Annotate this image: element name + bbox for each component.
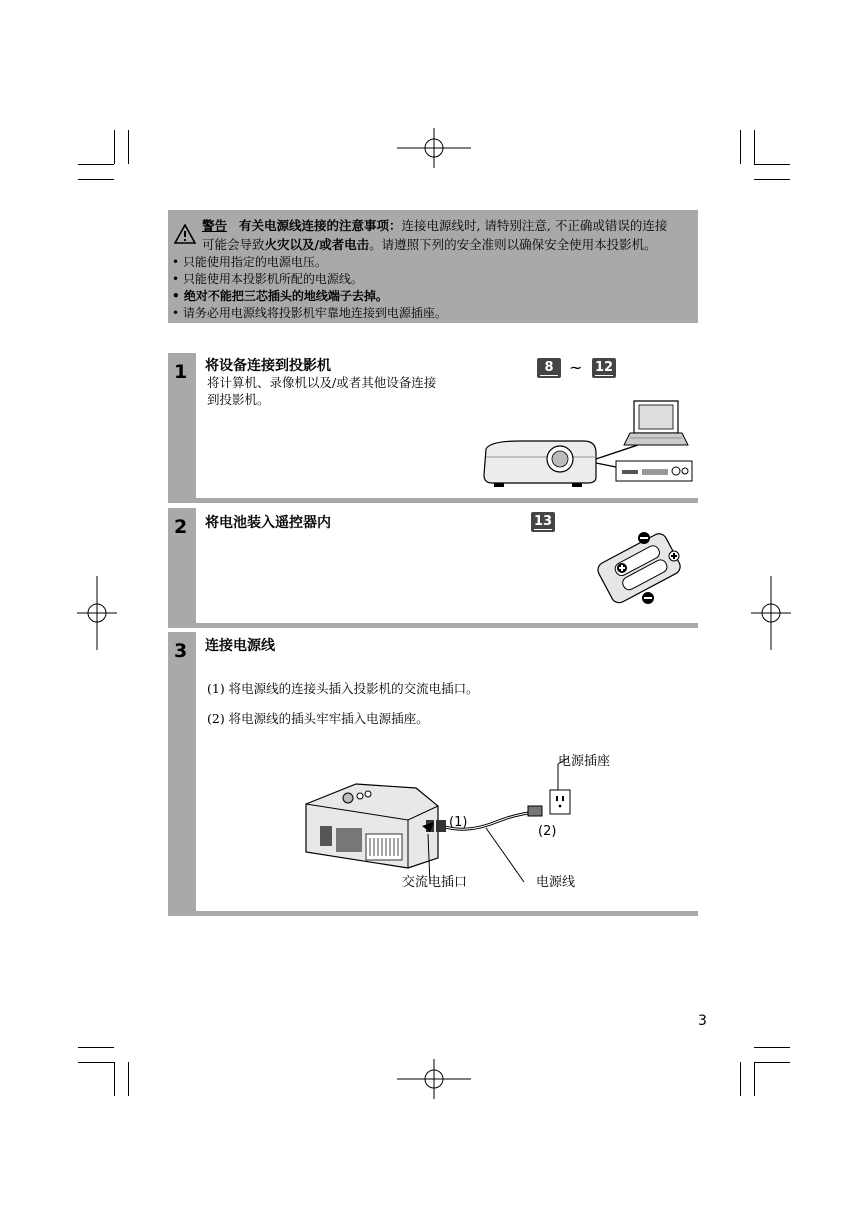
registration-mark-right (751, 576, 791, 650)
label-power-cord: 电源线 (536, 875, 576, 890)
step-desc-line: 到投影机。 (207, 392, 270, 407)
step-divider (168, 911, 698, 916)
warning-icon (174, 224, 196, 244)
step-title: 连接电源线 (205, 638, 275, 654)
step-instruction: (1) 将电源线的连接头插入投影机的交流电插口。 (207, 681, 479, 696)
step-number: 1 (174, 361, 188, 383)
warning-line1: 连接电源线时, 请特别注意, 不正确或错误的连接 (401, 218, 668, 233)
warning-line2-b: 火灾以及/或者电击 (264, 237, 370, 252)
warning-bullet: • 只能使用本投影机所配的电源线。 (172, 271, 447, 288)
warning-bullet: • 绝对不能把三芯插头的地线端子去掉。 (172, 288, 447, 305)
step-number: 2 (174, 516, 188, 538)
registration-mark-bottom (397, 1059, 471, 1099)
step-3 (168, 632, 698, 916)
step-title: 将电池装入遥控器内 (205, 515, 331, 531)
warning-line2-a: 可能会导致 (202, 237, 265, 252)
warning-line2-c: 。请遵照下列的安全准则以确保安全使用本投影机。 (369, 237, 657, 252)
page-ref-badge[interactable]: 12 (592, 358, 616, 378)
step-desc (207, 374, 436, 408)
step-instruction: (2) 将电源线的插头牢牢插入电源插座。 (207, 711, 429, 726)
page-ref-badge[interactable]: 8 (537, 358, 561, 378)
warning-bullets (172, 254, 447, 322)
warning-box (168, 210, 698, 323)
callout-1: (1) (449, 815, 468, 830)
registration-mark-left (77, 576, 117, 650)
step-number: 3 (174, 640, 188, 662)
warning-label: 警告 (202, 218, 228, 233)
warning-heading: 有关电源线连接的注意事项： (238, 218, 402, 233)
callout-2: (2) (538, 824, 557, 839)
page-ref-badge[interactable]: 13 (531, 512, 555, 532)
page-ref-separator: ~ (569, 358, 583, 377)
page-number: 3 (698, 1013, 707, 1029)
step-title: 将设备连接到投影机 (205, 358, 331, 374)
projector-connection-illustration (480, 395, 694, 499)
warning-header (202, 216, 667, 254)
label-ac-inlet: 交流电插口 (402, 875, 468, 890)
step-desc-line: 将计算机、录像机以及/或者其他设备连接 (207, 375, 437, 390)
step-divider (168, 623, 698, 628)
step-2 (168, 508, 698, 628)
step-1 (168, 353, 698, 503)
remote-control-illustration (588, 524, 694, 610)
warning-bullet: • 请务必用电源线将投影机牢靠地连接到电源插座。 (172, 305, 447, 322)
warning-bullet: • 只能使用指定的电源电压。 (172, 254, 447, 271)
registration-mark-top (397, 128, 471, 168)
label-power-outlet: 电源插座 (558, 754, 611, 769)
step-bar (168, 632, 196, 916)
